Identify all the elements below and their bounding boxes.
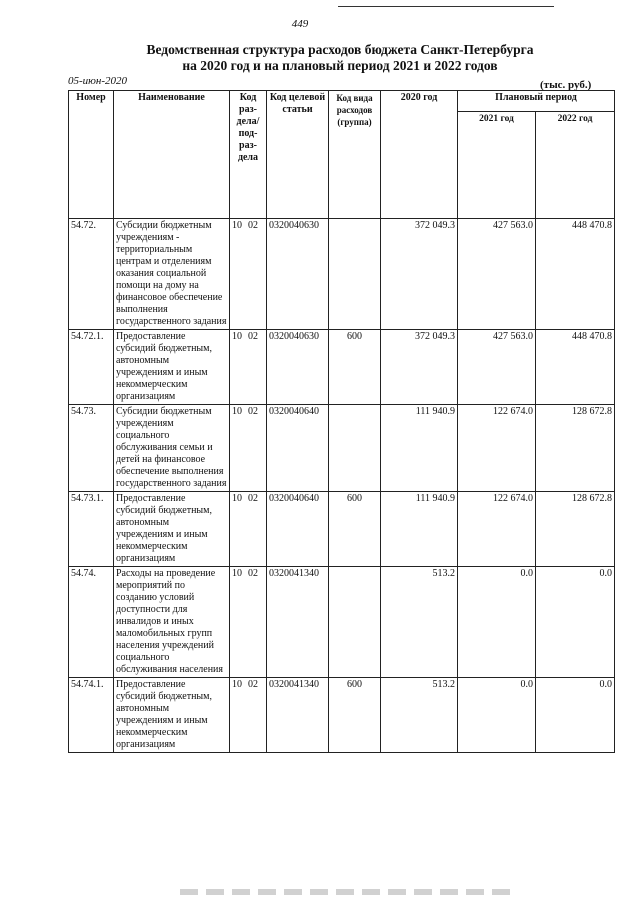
row-name: Предоставление субсидий бюджетным, автономным учреждениям и иным некоммерческим организациям xyxy=(114,678,230,753)
row-number: 54.72. xyxy=(69,219,114,330)
header-row xyxy=(69,91,615,112)
row-section-code xyxy=(230,567,267,678)
row-razdel: 10 xyxy=(232,406,242,417)
row-razdel: 10 xyxy=(232,331,242,342)
row-number: 54.73. xyxy=(69,405,114,492)
row-podrazdel: 02 xyxy=(248,406,258,417)
footer-scan-marks xyxy=(180,889,510,895)
table-row xyxy=(69,405,615,492)
row-number: 54.73.1. xyxy=(69,492,114,567)
header-target-article: Код целевой статьи xyxy=(267,91,329,219)
table-row xyxy=(69,492,615,567)
budget-table xyxy=(68,90,615,753)
row-podrazdel: 02 xyxy=(248,568,258,579)
row-amount-2022: 448 470.8 xyxy=(536,219,615,330)
top-rule xyxy=(338,6,554,7)
title-line-1: Ведомственная структура расходов бюджета Санкт-Петербурга xyxy=(146,42,534,57)
header-expense-kind: Код вида расходов (группа) xyxy=(329,91,381,219)
table-row xyxy=(69,330,615,405)
row-section-code xyxy=(230,330,267,405)
document-date: 05-июн-2020 xyxy=(68,75,128,87)
row-name: Субсидии бюджетным учреждениям - территориальным центрам и отделениям оказания социальной помощи на дому на финансовое обеспечение выполнения государственного задания xyxy=(114,219,230,330)
row-amount-2021: 122 674.0 xyxy=(458,492,536,567)
row-number: 54.74. xyxy=(69,567,114,678)
row-kind-code: 600 xyxy=(329,492,381,567)
row-razdel: 10 xyxy=(232,220,242,231)
row-amount-2020: 372 049.3 xyxy=(381,330,458,405)
row-podrazdel: 02 xyxy=(248,220,258,231)
table-row xyxy=(69,678,615,753)
row-amount-2020: 513.2 xyxy=(381,567,458,678)
row-target-code: 0320041340 xyxy=(267,567,329,678)
table-row xyxy=(69,219,615,330)
page-number: 449 xyxy=(291,18,309,30)
row-amount-2020: 111 940.9 xyxy=(381,492,458,567)
document-title xyxy=(70,42,610,74)
row-name: Субсидии бюджетным учреждениям социального обслуживания семьи и детей на финансовое обеспечение выполнения государственного задания xyxy=(114,405,230,492)
header-number: Номер xyxy=(69,91,114,219)
header-year-2020: 2020 год xyxy=(381,91,458,219)
header-section: Код раз- дела/ под- раз- дела xyxy=(230,91,267,219)
row-amount-2021: 427 563.0 xyxy=(458,330,536,405)
row-name: Предоставление субсидий бюджетным, автономным учреждениям и иным некоммерческим организациям xyxy=(114,492,230,567)
row-name: Расходы на проведение мероприятий по созданию условий доступности для инвалидов и иных маломобильных групп населения учреждений социального обслуживания населения xyxy=(114,567,230,678)
row-amount-2021: 0.0 xyxy=(458,678,536,753)
row-target-code: 0320041340 xyxy=(267,678,329,753)
row-kind-code: 600 xyxy=(329,330,381,405)
row-target-code: 0320040630 xyxy=(267,219,329,330)
title-line-2: на 2020 год и на плановый период 2021 и 2022 годов xyxy=(182,58,498,73)
row-amount-2020: 513.2 xyxy=(381,678,458,753)
row-razdel: 10 xyxy=(232,568,242,579)
row-amount-2021: 122 674.0 xyxy=(458,405,536,492)
row-section-code xyxy=(230,405,267,492)
table-row xyxy=(69,567,615,678)
row-amount-2022: 0.0 xyxy=(536,567,615,678)
row-kind-code xyxy=(329,405,381,492)
row-kind-code: 600 xyxy=(329,678,381,753)
row-razdel: 10 xyxy=(232,679,242,690)
row-kind-code xyxy=(329,219,381,330)
row-name: Предоставление субсидий бюджетным, автономным учреждениям и иным некоммерческим организациям xyxy=(114,330,230,405)
row-target-code: 0320040640 xyxy=(267,492,329,567)
row-amount-2022: 128 672.8 xyxy=(536,492,615,567)
row-number: 54.74.1. xyxy=(69,678,114,753)
row-amount-2021: 0.0 xyxy=(458,567,536,678)
unit-label: (тыс. руб.) xyxy=(540,79,592,91)
header-name: Наименование xyxy=(114,91,230,219)
row-amount-2021: 427 563.0 xyxy=(458,219,536,330)
row-section-code xyxy=(230,492,267,567)
row-podrazdel: 02 xyxy=(248,679,258,690)
row-podrazdel: 02 xyxy=(248,331,258,342)
row-target-code: 0320040630 xyxy=(267,330,329,405)
header-year-2022: 2022 год xyxy=(536,112,615,219)
row-amount-2022: 448 470.8 xyxy=(536,330,615,405)
header-plan-period: Плановый период xyxy=(458,91,615,112)
row-amount-2022: 0.0 xyxy=(536,678,615,753)
row-amount-2020: 111 940.9 xyxy=(381,405,458,492)
row-section-code xyxy=(230,678,267,753)
row-number: 54.72.1. xyxy=(69,330,114,405)
row-podrazdel: 02 xyxy=(248,493,258,504)
row-razdel: 10 xyxy=(232,493,242,504)
header-year-2021: 2021 год xyxy=(458,112,536,219)
row-target-code: 0320040640 xyxy=(267,405,329,492)
row-amount-2022: 128 672.8 xyxy=(536,405,615,492)
row-section-code xyxy=(230,219,267,330)
row-kind-code xyxy=(329,567,381,678)
row-amount-2020: 372 049.3 xyxy=(381,219,458,330)
